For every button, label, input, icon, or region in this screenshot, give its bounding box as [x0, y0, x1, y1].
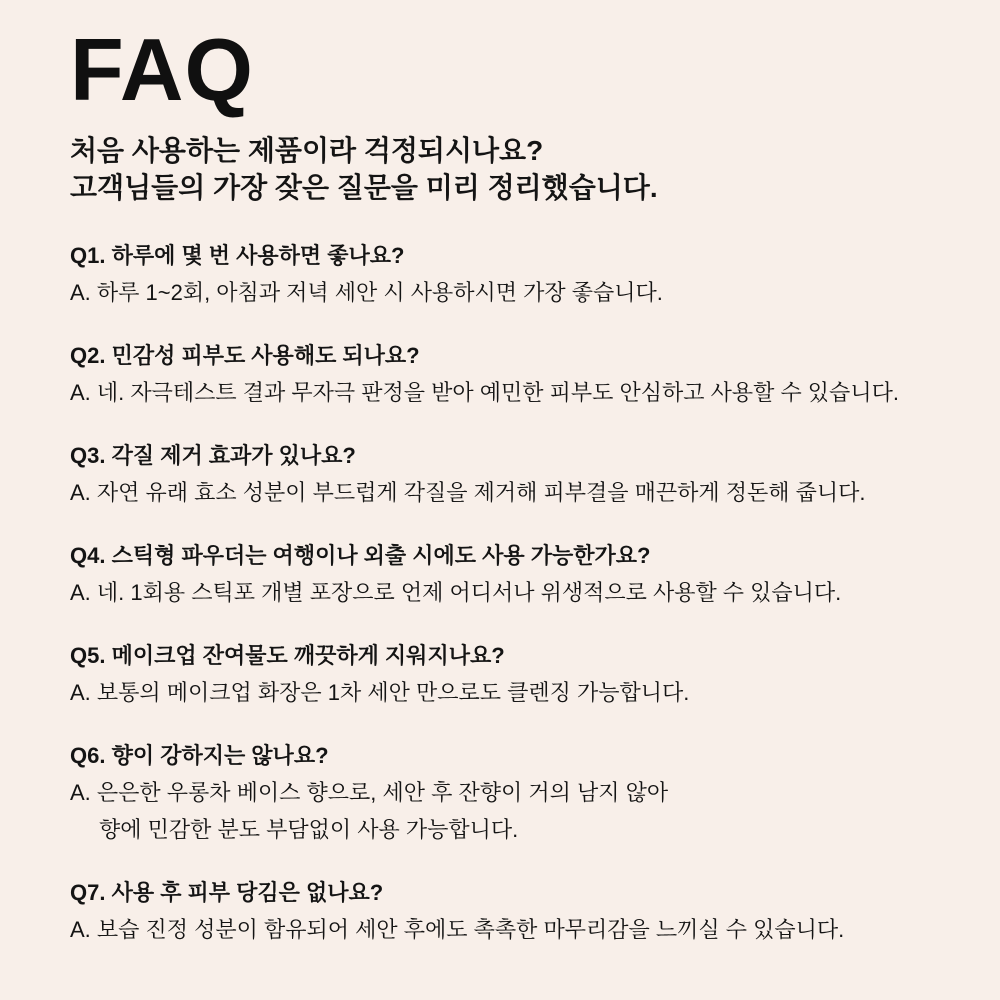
page-subtitle	[70, 132, 930, 206]
faq-item	[70, 637, 930, 711]
faq-answer-line: A. 보습 진정 성분이 함유되어 세안 후에도 촉촉한 마무리감을 느끼실 수 있습니다.	[70, 917, 845, 942]
faq-question: Q1. 하루에 몇 번 사용하면 좋나요?	[70, 243, 405, 268]
faq-item	[70, 537, 930, 611]
subtitle-line-2: 고객님들의 가장 잦은 질문을 미리 정리했습니다.	[70, 172, 658, 203]
faq-answer-line: A. 자연 유래 효소 성분이 부드럽게 각질을 제거해 피부결을 매끈하게 정돈해 줍니다.	[70, 480, 866, 505]
faq-answer	[70, 774, 930, 848]
faq-item	[70, 337, 930, 411]
faq-question: Q3. 각질 제거 효과가 있나요?	[70, 443, 356, 468]
faq-item	[70, 874, 930, 948]
faq-answer-line: A. 은은한 우롱차 베이스 향으로, 세안 후 잔향이 거의 남지 않아	[70, 780, 669, 805]
faq-answer-line: A. 하루 1~2회, 아침과 저녁 세안 시 사용하시면 가장 좋습니다.	[70, 280, 663, 305]
faq-answer-line: 향에 민감한 분도 부담없이 사용 가능합니다.	[99, 817, 519, 842]
faq-question: Q7. 사용 후 피부 당김은 없나요?	[70, 880, 384, 905]
faq-answer	[70, 574, 930, 611]
faq-answer-line: A. 네. 1회용 스틱포 개별 포장으로 언제 어디서나 위생적으로 사용할 수 있습니다.	[70, 580, 842, 605]
faq-answer-line: A. 네. 자극테스트 결과 무자극 판정을 받아 예민한 피부도 안심하고 사용할 수 있습니다.	[70, 380, 899, 405]
faq-list	[70, 237, 930, 948]
faq-question: Q2. 민감성 피부도 사용해도 되나요?	[70, 343, 420, 368]
faq-answer	[70, 911, 930, 948]
subtitle-line-1: 처음 사용하는 제품이라 걱정되시나요?	[70, 135, 544, 166]
faq-question: Q5. 메이크업 잔여물도 깨끗하게 지워지나요?	[70, 643, 505, 668]
faq-question: Q6. 향이 강하지는 않나요?	[70, 743, 329, 768]
faq-item	[70, 737, 930, 848]
faq-item	[70, 237, 930, 311]
faq-item	[70, 437, 930, 511]
faq-answer	[70, 374, 930, 411]
faq-answer	[70, 674, 930, 711]
faq-answer	[70, 274, 930, 311]
faq-question: Q4. 스틱형 파우더는 여행이나 외출 시에도 사용 가능한가요?	[70, 543, 651, 568]
page-title: FAQ	[70, 20, 254, 119]
faq-answer-line: A. 보통의 메이크업 화장은 1차 세안 만으로도 클렌징 가능합니다.	[70, 680, 690, 705]
faq-answer	[70, 474, 930, 511]
